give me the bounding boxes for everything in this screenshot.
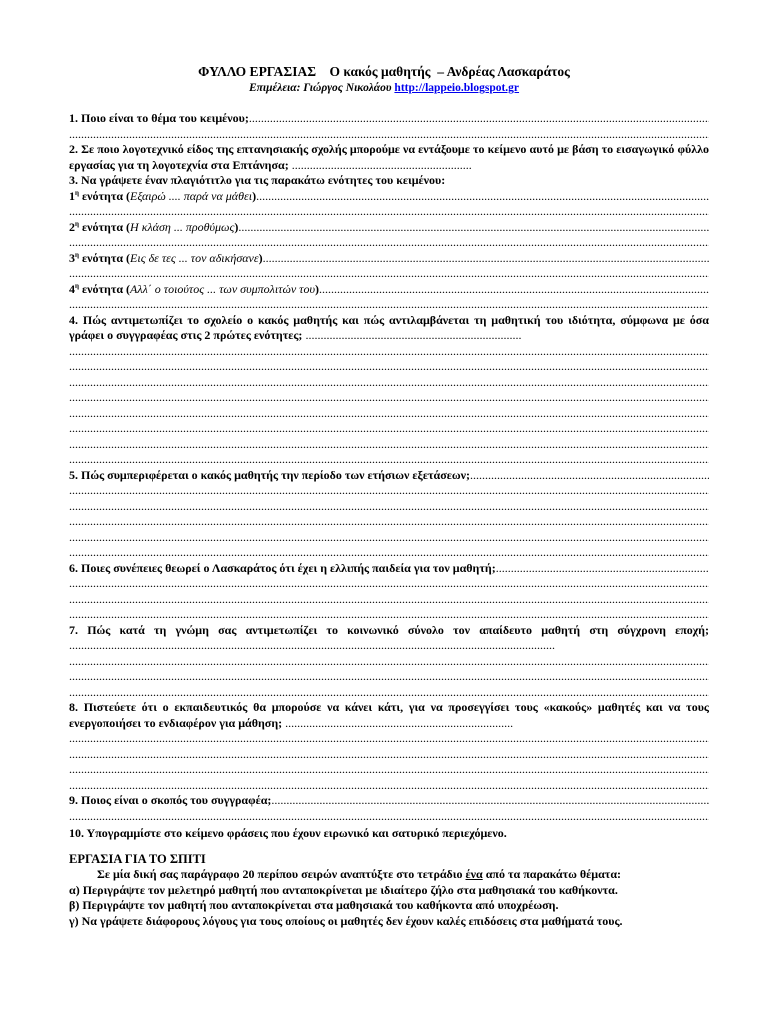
answer-line[interactable] [69,359,709,375]
answer-line[interactable] [69,762,709,778]
question-2: 2. Σε ποιο λογοτεχνικό είδος της επτανησιακής σχολής μπορούμε να εντάξουμε το κείμενο αυτό με βάση το εισαγωγικό φύλλο εργασίας για τη λογοτεχνία στα Επτάνησα; ............................................................ [69,142,709,172]
homework-topic-c: γ) Να γράψετε διάφορους λόγους για τους οποίους οι μαθητές δεν έχουν καλές επιδόσεις στα μαθήματά τους. [69,913,623,928]
answer-line[interactable] [69,235,709,251]
homework-intro: Σε μία δική σας παράγραφο 20 περίπου σειρών αναπτύξτε στο τετράδιο ένα από τα παρακάτω θέματα: [97,867,622,881]
editor-label: Επιμέλεια: Γιώργος Νικολάου [248,82,395,94]
answer-dots[interactable]: ........................................................................ [305,328,522,342]
question-1: 1. Ποιο είναι το θέμα του κειμένου; ..... [69,111,709,127]
answer-line[interactable] [69,499,709,515]
answer-line[interactable] [69,127,709,143]
answer-line[interactable] [69,778,709,794]
homework-section [69,852,709,930]
answer-line[interactable] [69,592,709,608]
answer-line[interactable] [69,483,709,499]
question-9: 9. Ποιος είναι ο σκοπός του συγγραφέα; ..... [69,793,709,809]
answer-line[interactable] [69,514,709,530]
answer-line[interactable] [69,344,709,360]
answer-line[interactable] [470,468,709,484]
answer-dots[interactable]: .................................................................................................................................................................. [69,638,555,652]
answer-line[interactable] [69,530,709,546]
answer-line[interactable] [249,111,709,127]
editor-line [0,82,768,94]
answer-line[interactable] [69,576,709,592]
worksheet-body [69,111,709,929]
answer-line[interactable] [69,685,709,701]
question-4: 4. Πώς αντιμετωπίζει το σχολείο ο κακός μαθητής και πώς αντιλαμβάνεται τη μαθητική του ιδιότητα, σύμφωνα με όσα γράφει ο συγγραφέας στις 2 πρώτες ενότητες; ........................................................................ [69,312,709,342]
answer-line[interactable] [69,669,709,685]
blog-link[interactable]: http://lappeio.blogspot.gr [394,82,520,94]
homework-topic-b: β) Περιγράψτε τον μαθητή που ανταποκρίνεται στα μαθησιακά του καθήκοντα από υποχρέωση. [69,898,559,912]
answer-line[interactable] [69,654,709,670]
answer-line[interactable] [69,747,709,763]
answer-line[interactable] [263,251,709,267]
answer-line[interactable] [69,204,709,220]
answer-line[interactable] [69,421,709,437]
section-1-line: $1^\eta$ ενότητα (Εξαιρώ .... παρά να μάθει) ..... [69,189,709,205]
question-8: 8. Πιστεύετε ότι ο εκπαιδευτικός θα μπορούσε να κάνει κάτι, για να προσεγγίσει τους «κακούς» μαθητές και να τους ενεργοποιήσει το ενδιαφέρον για μάθηση; ............................................................................ [69,700,709,730]
answer-line[interactable] [238,220,709,236]
answer-dots[interactable]: ............................................................................ [285,715,514,730]
homework-title: ΕΡΓΑΣΙΑ ΓΙΑ ΤΟ ΣΠΙΤΙ [69,851,206,866]
answer-dots[interactable]: ............................................................ [291,157,472,172]
section-2-line: $2^\eta$ ενότητα (Η κλάση ... προθύμως) ..... [69,220,709,236]
question-3: 3. Να γράψετε έναν πλαγιότιτλο για τις παρακάτω ενότητες του κειμένου: [69,173,446,187]
answer-line[interactable] [69,437,709,453]
answer-line[interactable] [69,607,709,623]
answer-line[interactable] [69,297,709,313]
answer-line[interactable] [319,282,709,298]
question-10: 10. Υπογραμμίστε στο κείμενο φράσεις που έχουν ειρωνικό και σατυρικό περιεχόμενο. [69,826,507,840]
question-7: 7. Πώς κατά τη γνώμη σας αντιμετωπίζει το κοινωνικό σύνολο τον απαίδευτο μαθητή στη σύγχρονη εποχή; .................................................................................................................................................................. [69,622,709,652]
answer-line[interactable] [271,793,709,809]
answer-line[interactable] [69,731,709,747]
answer-line[interactable] [69,390,709,406]
question-5: 5. Πώς συμπεριφέρεται ο κακός μαθητής την περίοδο των ετήσιων εξετάσεων; ..... [69,468,709,484]
question-6: 6. Ποιες συνέπειες θεωρεί ο Λασκαράτος ότι έχει η ελλιπής παιδεία για τον μαθητή; ..... [69,561,709,577]
answer-line[interactable] [69,809,709,825]
section-3-line: $3^\eta$ ενότητα (Εις δε τες ... τον αδικήσανε) ..... [69,251,709,267]
page-title: ΦΥΛΛΟ ΕΡΓΑΣΙΑΣ Ο κακός μαθητής – Ανδρέας Λασκαράτος [198,64,570,79]
answer-line[interactable] [256,189,709,205]
homework-topic-a: α) Περιγράψτε τον μελετηρό μαθητή που ανταποκρίνεται με ιδιαίτερο ζήλο στα μαθησιακά του καθήκοντα. [69,882,618,897]
answer-line[interactable] [69,452,709,468]
answer-line[interactable] [69,406,709,422]
answer-line[interactable] [69,375,709,391]
answer-line[interactable] [496,561,709,577]
section-4-line: $4^\eta$ ενότητα (Αλλ΄ ο τοιούτος ... των συμπολιτών του) ..... [69,282,709,298]
answer-line[interactable] [69,266,709,282]
answer-line[interactable] [69,545,709,561]
